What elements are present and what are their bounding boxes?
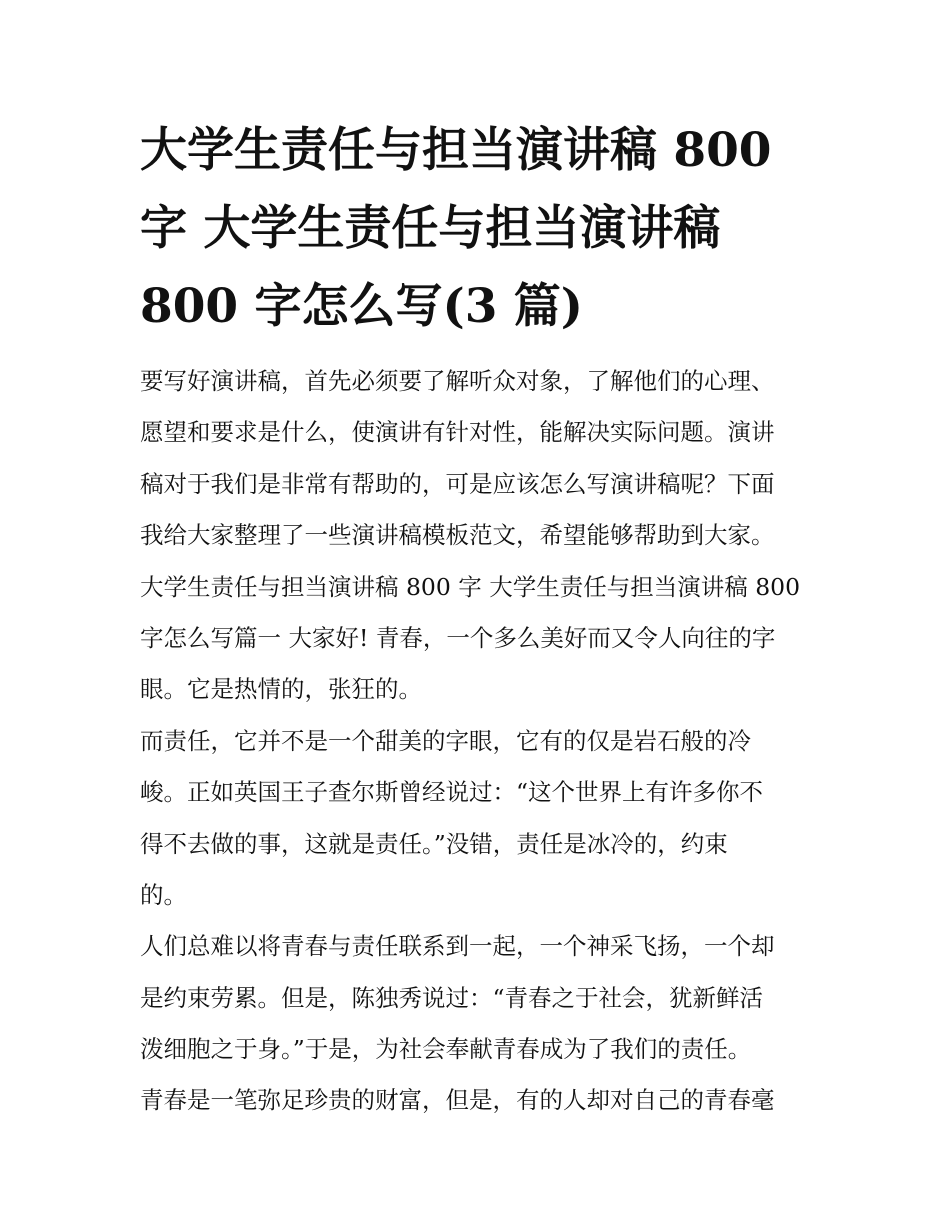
body-line: 我给大家整理了一些演讲稿模板范文，希望能够帮助到大家。 — [140, 521, 775, 550]
body-line: 泼细胞之于身。”于是，为社会奉献青春成为了我们的责任。 — [140, 1035, 752, 1064]
body-line: 大学生责任与担当演讲稿 800 字 大学生责任与担当演讲稿 800 — [140, 572, 801, 601]
title-line-1: 大学生责任与担当演讲稿 800 — [140, 123, 772, 178]
body-line: 要写好演讲稿，首先必须要了解听众对象，了解他们的心理、 — [140, 367, 775, 395]
body-line: 是约束劳累。但是，陈独秀说过：“青春之于社会，犹新鲜活 — [140, 983, 764, 1012]
body-line: 得不去做的事，这就是责任。”没错，责任是冰冷的，约束 — [140, 829, 728, 858]
body-line: 稿对于我们是非常有帮助的，可是应该怎么写演讲稿呢？下面 — [140, 469, 775, 498]
document-body — [140, 356, 820, 1127]
title-line-3: 800 字怎么写(3 篇) — [140, 279, 584, 334]
body-line: 眼。它是热情的，张狂的。 — [140, 675, 422, 704]
document-title — [140, 112, 820, 346]
body-line: 愿望和要求是什么，使演讲有针对性，能解决实际问题。演讲 — [140, 418, 775, 447]
body-line: 青春是一笔弥足珍贵的财富，但是，有的人却对自己的青春毫 — [140, 1086, 775, 1115]
body-line: 而责任，它并不是一个甜美的字眼，它有的仅是岩石般的冷 — [140, 726, 751, 755]
body-line: 人们总难以将青春与责任联系到一起，一个神采飞扬，一个却 — [140, 932, 775, 961]
body-line: 峻。正如英国王子查尔斯曾经说过：“这个世界上有许多你不 — [140, 778, 764, 807]
body-line: 字怎么写篇一 大家好! 青春，一个多么美好而又令人向往的字 — [140, 623, 776, 652]
body-line: 的。 — [140, 880, 187, 909]
title-line-2: 字 大学生责任与担当演讲稿 — [140, 201, 721, 256]
